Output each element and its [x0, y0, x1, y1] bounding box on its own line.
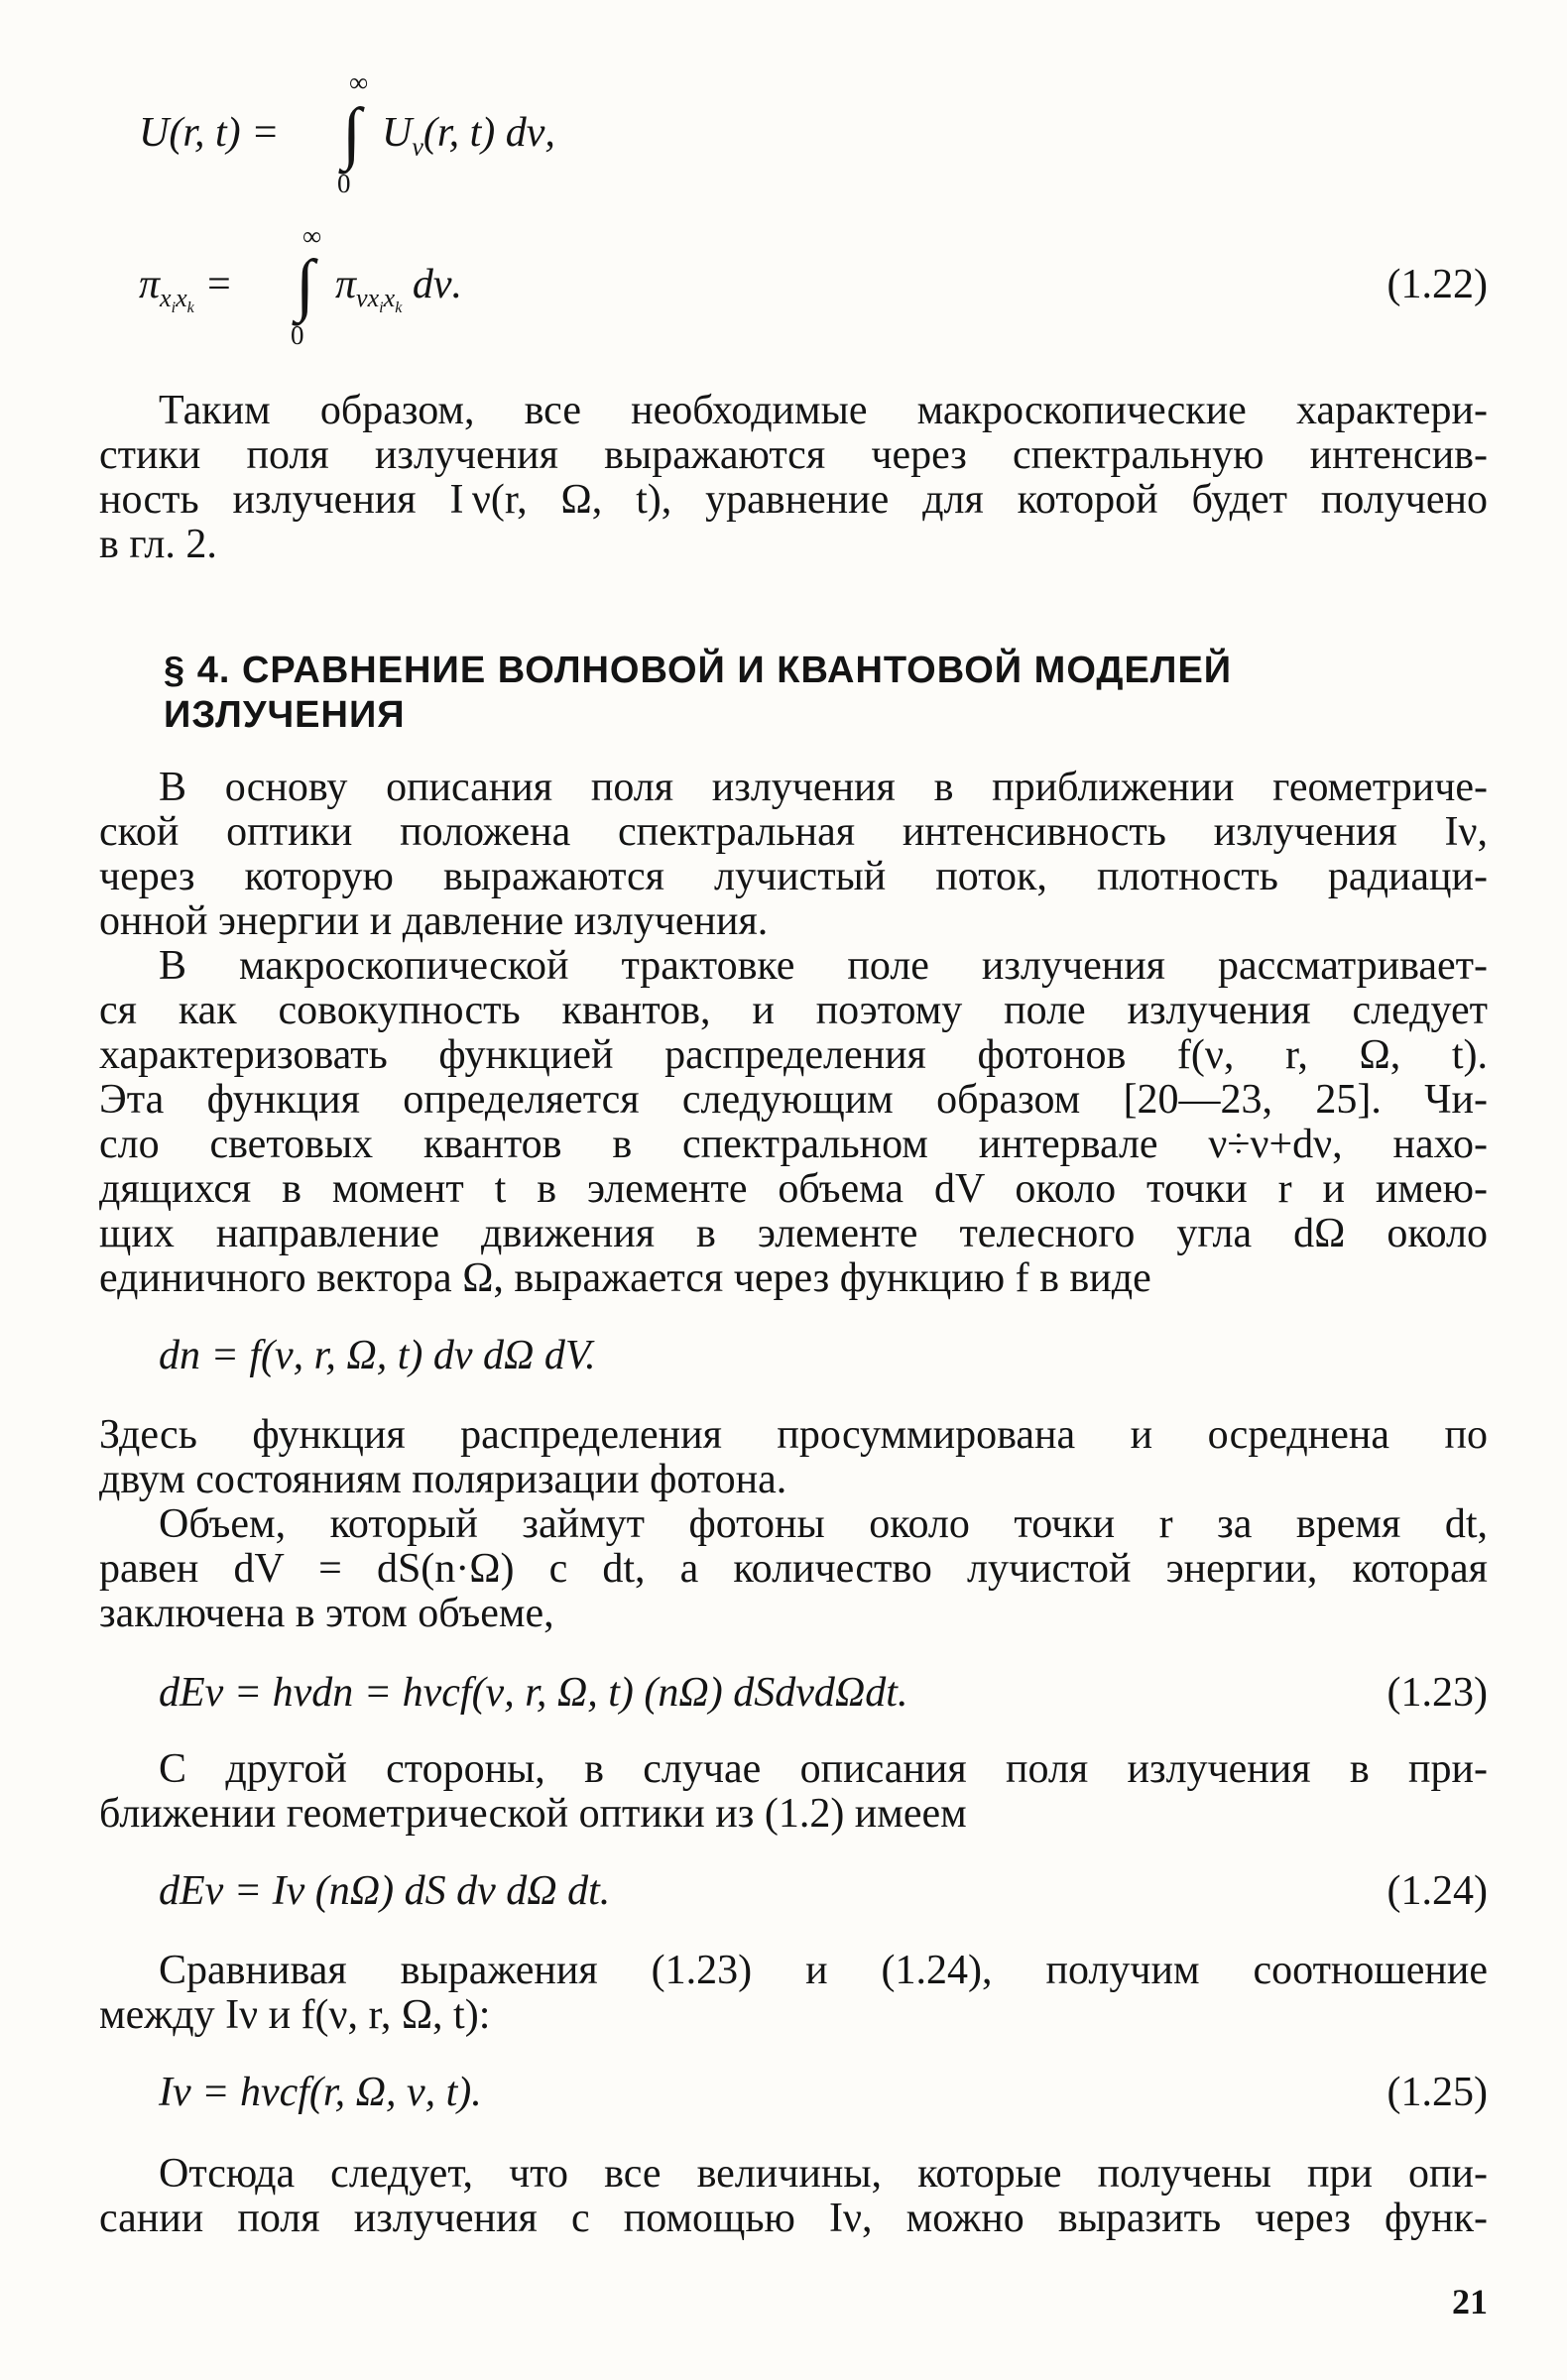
equation-number: (1.24) — [1386, 1868, 1488, 1914]
paragraph: через которую выражаются лучистый поток, плотность радиаци- — [99, 854, 1488, 899]
integral-sign-icon: ∫ — [342, 95, 362, 172]
paragraph: ся как совокупность квантов, и поэтому поле излучения следует — [99, 988, 1488, 1033]
paragraph: сании поля излучения с помощью Iν, можно выразить через функ- — [99, 2196, 1488, 2241]
paragraph: онной энергии и давление излучения. — [99, 898, 769, 944]
paragraph: дящихся в момент t в элементе объема dV около точки r и имею- — [99, 1166, 1488, 1212]
paragraph: равен dV = dS(n·Ω) c dt, а количество лучистой энергии, которая — [99, 1546, 1488, 1592]
equation-number: (1.25) — [1386, 2070, 1488, 2115]
section-heading: § 4. СРАВНЕНИЕ ВОЛНОВОЙ И КВАНТОВОЙ МОДЕЛЕЙ — [164, 650, 1233, 691]
integral-lower-limit: 0 — [291, 320, 304, 350]
paragraph: характеризовать функцией распределения фотонов f(ν, r, Ω, t). — [99, 1032, 1488, 1078]
integral-sign-icon: ∫ — [296, 247, 315, 323]
equation-u-rhs: $U_\nu(r$, t) dν, — [382, 110, 555, 162]
paragraph: заключена в этом объеме, — [99, 1591, 554, 1636]
page-number: 21 — [1452, 2282, 1488, 2321]
equation-u-lhs: U(r, t) = — [139, 110, 280, 156]
equation-number: (1.23) — [1386, 1670, 1488, 1716]
paragraph: Отсюда следует, что все величины, которые получены при опи- — [159, 2151, 1488, 2197]
paragraph: Здесь функция распределения просуммирована и осреднена по — [99, 1412, 1488, 1458]
paragraph: в гл. 2. — [99, 522, 217, 567]
equation-1-23: dEν = hνdn = hνcf(ν, r, Ω, t) (nΩ) dSdνdΩdt. — [159, 1670, 908, 1716]
paragraph: Эта функция определяется следующим образом [20—23, 25]. Чи- — [99, 1077, 1488, 1123]
paragraph: В основу описания поля излучения в приближении геометриче- — [159, 765, 1488, 810]
equation-number: (1.22) — [1386, 262, 1488, 307]
equation-pi-rhs: $\pi_{\nu x_ix_k}$ dν. — [335, 262, 463, 317]
paragraph: сло световых квантов в спектральном интервале ν÷ν+dν, нахо- — [99, 1122, 1488, 1167]
equation-1-25: Iν = hνcf(r, Ω, ν, t). — [159, 2070, 482, 2115]
integral-upper-limit: ∞ — [302, 221, 322, 251]
paragraph: С другой стороны, в случае описания поля излучения в при- — [159, 1746, 1488, 1792]
equation-dn: dn = f(ν, r, Ω, t) dν dΩ dV. — [159, 1333, 596, 1378]
paragraph: ской оптики положена спектральная интенсивность излучения Iν, — [99, 809, 1488, 855]
section-heading: ИЗЛУЧЕНИЯ — [164, 694, 406, 736]
paragraph: щих направление движения в элементе телесного угла dΩ около — [99, 1211, 1488, 1256]
paragraph: ность излучения I ν(r, Ω, t), уравнение для которой будет получено — [99, 477, 1488, 523]
integral-lower-limit: 0 — [337, 169, 351, 198]
paragraph: Сравнивая выражения (1.23) и (1.24), получим соотношение — [159, 1948, 1488, 1993]
paragraph: двум состояниям поляризации фотона. — [99, 1457, 787, 1502]
paragraph: Объем, который займут фотоны около точки r за время dt, — [159, 1501, 1488, 1547]
equation-u-integral — [139, 60, 734, 198]
paragraph: единичного вектора Ω, выражается через функцию f в виде — [99, 1255, 1151, 1301]
equation-pi-lhs: $\pi_{x_ix_k}$ = — [139, 262, 233, 317]
paragraph: между Iν и f(ν, r, Ω, t): — [99, 1992, 491, 2038]
paragraph: ближении геометрической оптики из (1.2) имеем — [99, 1791, 967, 1837]
paragraph: В макроскопической трактовке поле излучения рассматривает- — [159, 943, 1488, 989]
equation-1-24: dEν = Iν (nΩ) dS dν dΩ dt. — [159, 1868, 611, 1914]
integral-upper-limit: ∞ — [349, 67, 369, 97]
paragraph: стики поля излучения выражаются через спектральную интенсив- — [99, 432, 1488, 478]
equation-1-22 — [139, 223, 734, 362]
paragraph: Таким образом, все необходимые макроскопические характери- — [159, 388, 1488, 433]
